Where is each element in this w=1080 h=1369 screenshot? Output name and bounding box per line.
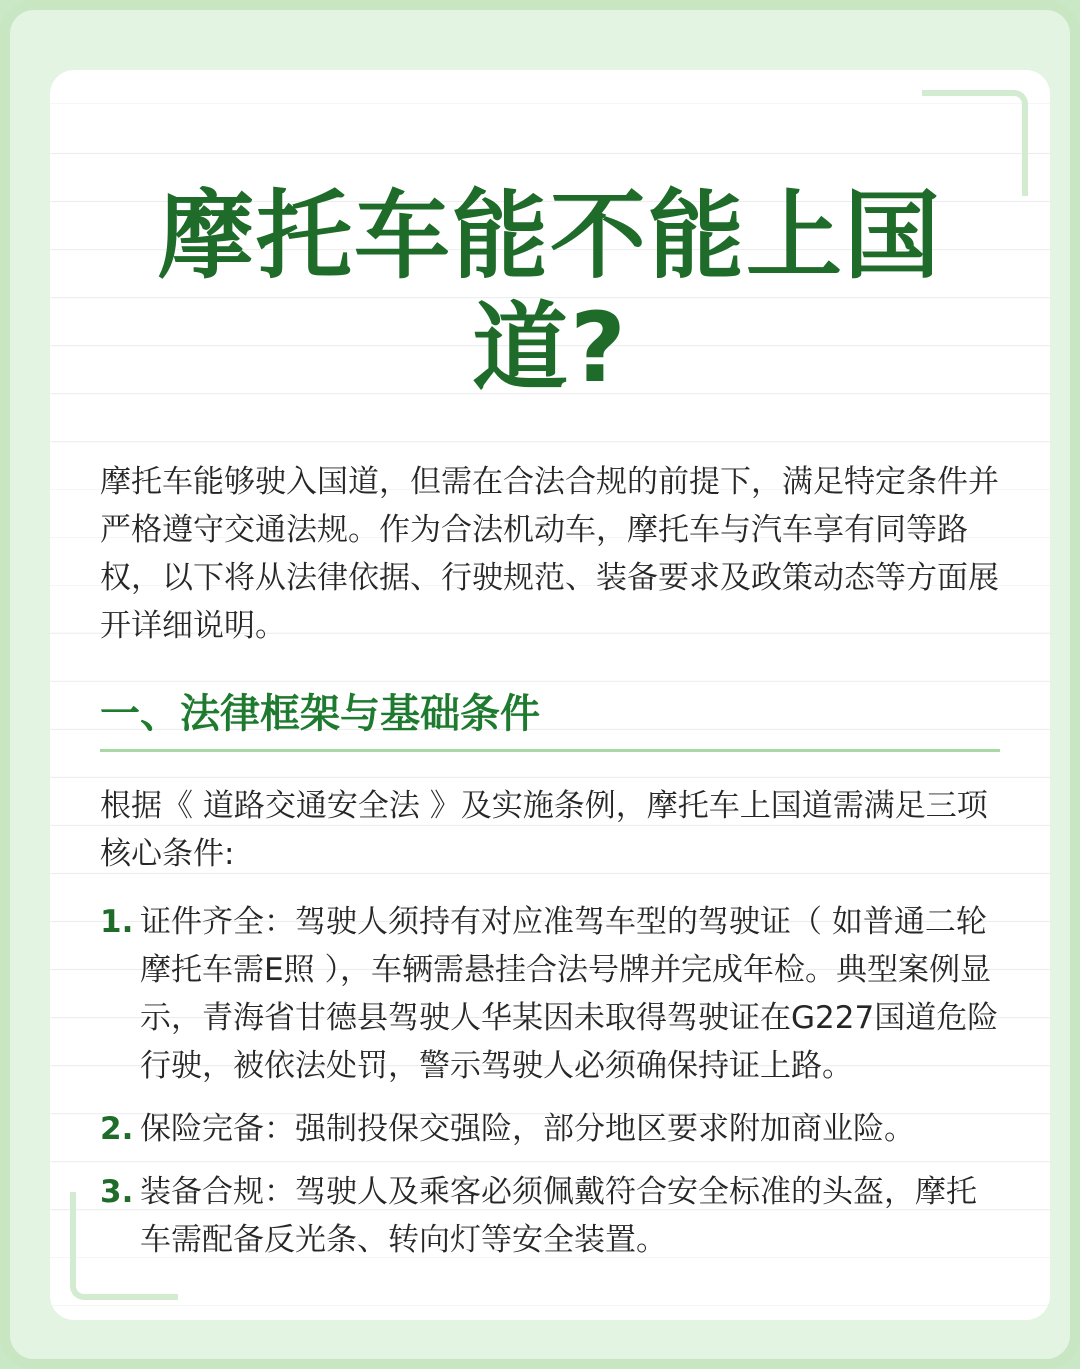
- section-heading: 一、法律框架与基础条件: [100, 691, 540, 737]
- section-lead: 根据《 道路交通安全法 》及实施条例，摩托车上国道需满足三项核心条件:: [100, 788, 988, 872]
- list-item-text: 保险完备：强制投保交强险，部分地区要求附加商业险。: [140, 1111, 915, 1147]
- list-item: [100, 1105, 1000, 1153]
- list-item: [100, 1168, 1000, 1264]
- list-item-text: 证件齐全：驾驶人须持有对应准驾车型的驾驶证（ 如普通二轮摩托车需E照 ），车辆需悬挂合法号牌并完成年检。典型案例显示，青海省甘德县驾驶人华某因未取得驾驶证在G227国道危险行驶，被依法处罚，警示驾驶人必须确保持证上路。: [140, 904, 999, 1084]
- list-item-text: 装备合规：驾驶人及乘客必须佩戴符合安全标准的头盔，摩托车需配备反光条、转向灯等安全装置。: [140, 1174, 977, 1258]
- intro-paragraph: 摩托车能够驶入国道，但需在合法合规的前提下，满足特定条件并严格遵守交通法规。作为合法机动车，摩托车与汽车享有同等路权，以下将从法律依据、行驶规范、装备要求及政策动态等方面展开详细说明。: [100, 464, 999, 644]
- list-item-number: 2.: [100, 1111, 134, 1147]
- list-item-number: 3.: [100, 1174, 134, 1210]
- list-item: [100, 898, 1000, 1090]
- page-title: 摩托车能不能上国道?: [158, 180, 942, 404]
- list-item-number: 1.: [100, 904, 134, 940]
- section-divider: [100, 749, 1000, 752]
